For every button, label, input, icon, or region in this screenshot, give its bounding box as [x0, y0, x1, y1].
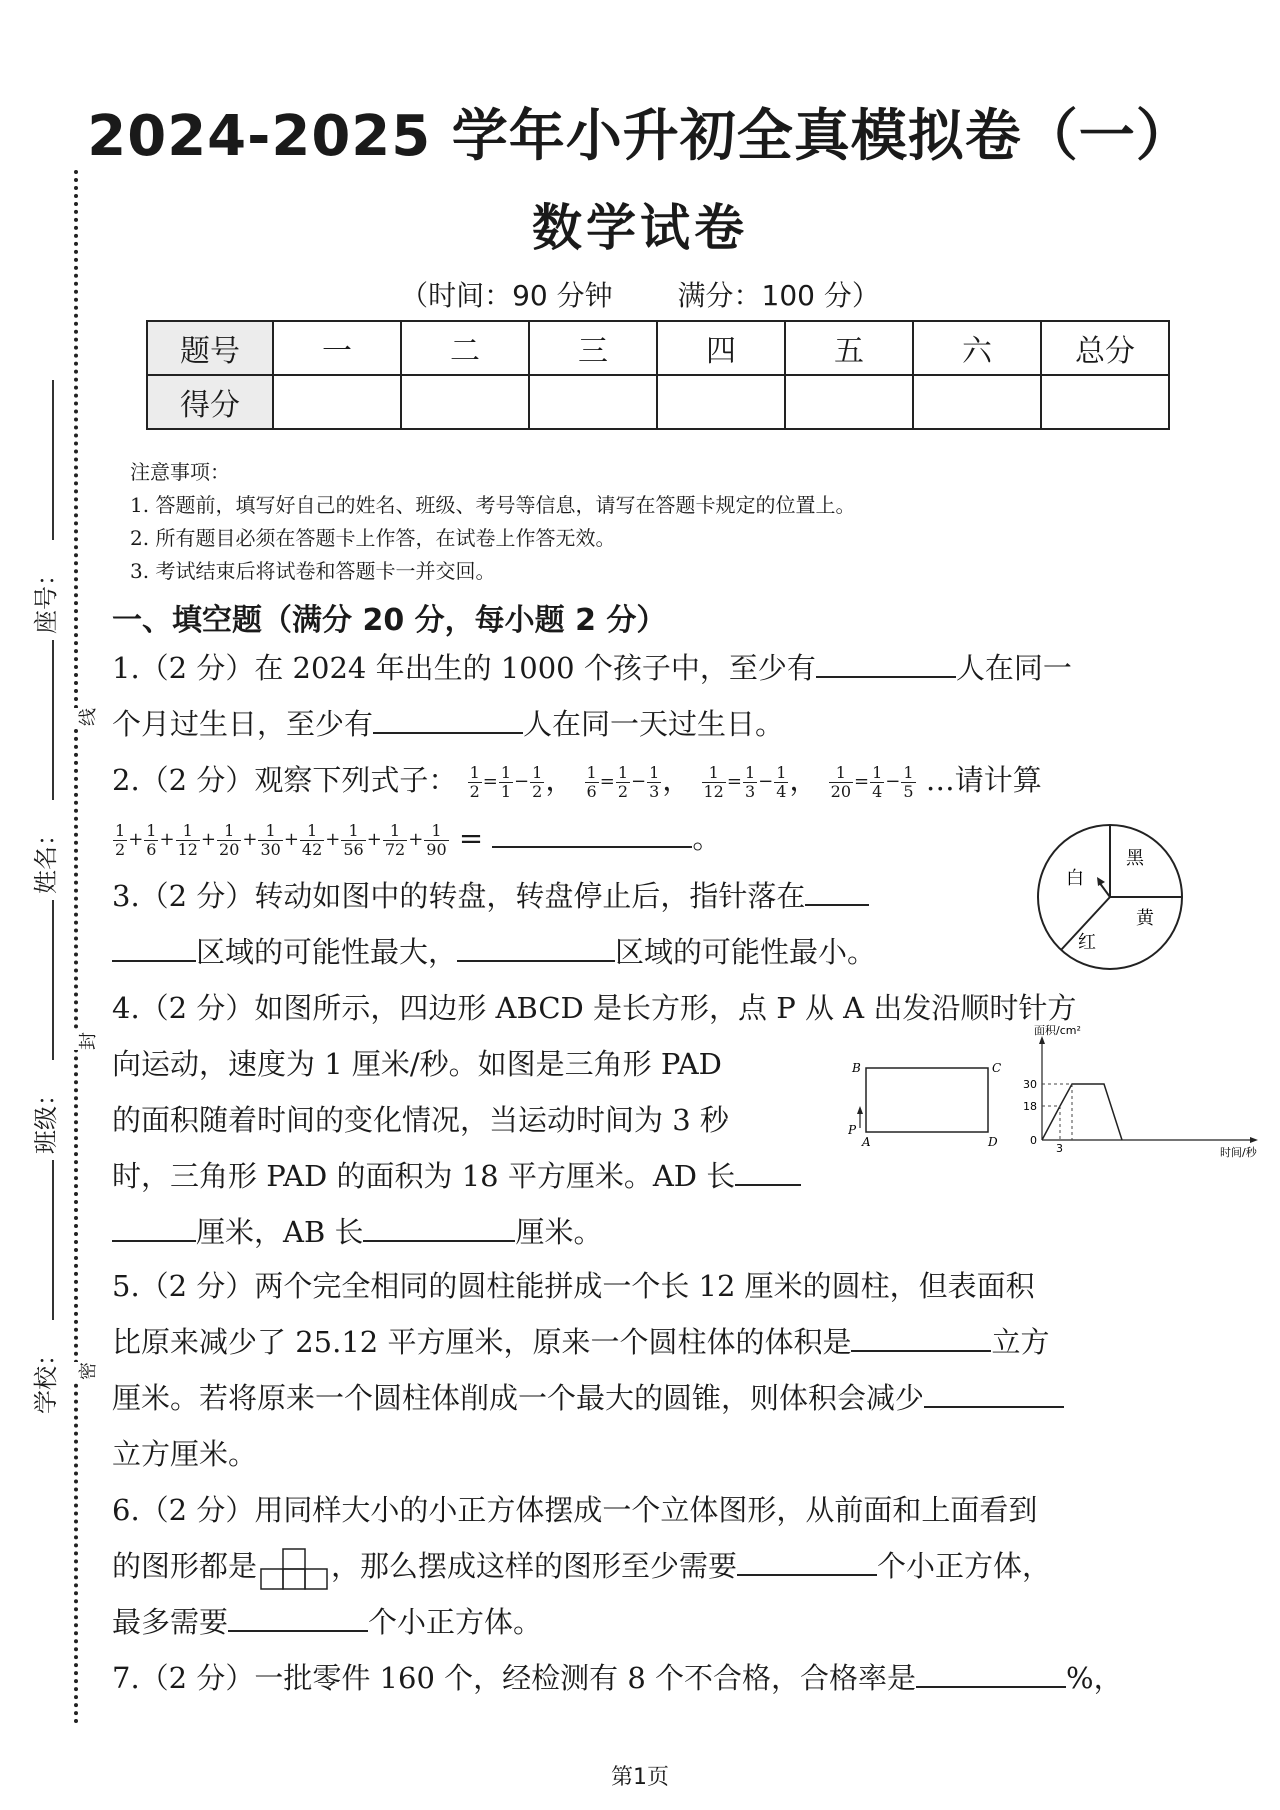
label-c: C: [992, 1061, 1002, 1075]
q1-text: 人在同一: [955, 651, 1072, 685]
binding-dotted-line: [74, 170, 78, 1725]
q2-text: …请计算: [925, 763, 1042, 797]
answer-blank: [363, 1211, 515, 1242]
score-table-header-row: [147, 321, 1169, 375]
seat-label: 座号：: [32, 562, 60, 634]
answer-blank: [924, 1377, 1064, 1408]
q4-text: 4.（2 分）如图所示，四边形 ABCD 是长方形，点 P 从 A 出发沿顺时针方: [112, 991, 1077, 1025]
q4-text: 厘米。: [515, 1215, 603, 1249]
notes-heading: 注意事项：: [130, 460, 230, 484]
q2-text: 。: [692, 821, 722, 855]
time-limit: （时间：90 分钟: [400, 279, 613, 312]
exam-title: 2024-2025 学年小升初全真模拟卷（一）: [87, 104, 1193, 169]
score-cell: [657, 375, 785, 429]
q1-text: 个月过生日，至少有: [112, 707, 374, 741]
score-header-cell: 一: [273, 321, 401, 375]
score-header-cell: 总分: [1041, 321, 1169, 375]
label-d: D: [988, 1135, 998, 1149]
spinner-figure: [1035, 822, 1185, 972]
score-cell: [785, 375, 913, 429]
graph-ytick-0: 0: [1030, 1134, 1037, 1147]
name-label: 姓名：: [32, 822, 60, 894]
score-header-cell: 三: [529, 321, 657, 375]
label-b: B: [852, 1061, 861, 1075]
view-shape-icon: [257, 1545, 331, 1591]
score-table-score-row: [147, 375, 1169, 429]
note-item: 2. 所有题目必须在答题卡上作答，在试卷上作答无效。: [130, 526, 616, 550]
name-line: [52, 640, 54, 800]
q7-text: 7.（2 分）一批零件 160 个，经检测有 8 个不合格，合格率是: [112, 1661, 917, 1695]
graph-ytick-18: 18: [1023, 1100, 1037, 1113]
spinner-label-white: 白: [1066, 868, 1084, 889]
answer-blank: [228, 1601, 368, 1632]
example-formulas: $\frac{1}{2}$ = $\frac{1}{1}$ − $\frac{1}{2}$ ， $\frac{1}{6}$ = $\frac{1}{2}$ − $\frac{1}{3}$ ， $\frac{1}{12}$ = $\frac{1}{3}$ − $\frac{1}{4}$ ， $\frac{1}{20}$ = $\frac{1}{4}$ − $\frac{1}{5}$: [469, 762, 914, 801]
q5-text: 厘米。若将原来一个圆柱体削成一个最大的圆锥，则体积会减少: [112, 1381, 925, 1415]
answer-blank: [816, 647, 956, 678]
score-cell: [273, 375, 401, 429]
answer-blank: [916, 1657, 1066, 1688]
answer-blank: [112, 1211, 196, 1242]
seal-mark-xian: 线: [74, 708, 100, 726]
question-5: [112, 1258, 1212, 1482]
school-label: 学校：: [32, 1342, 60, 1414]
spinner-label-red: 红: [1078, 932, 1096, 953]
q5-text: 立方厘米。: [112, 1437, 258, 1471]
area-time-graph: [1022, 1022, 1262, 1162]
q3-text: 3.（2 分）转动如图中的转盘，转盘停止后，指针落在: [112, 879, 806, 913]
score-cell: [401, 375, 529, 429]
graph-ylabel: 面积/cm²: [1034, 1024, 1081, 1037]
note-item: 1. 答题前，填写好自己的姓名、班级、考号等信息，请写在答题卡规定的位置上。: [130, 493, 856, 517]
sum-expression: $\frac{1}{2}$ + $\frac{1}{6}$ + $\frac{1}{12}$ + $\frac{1}{20}$ + $\frac{1}{30}$ + $\frac{1}{42}$ + $\frac{1}{56}$ + $\frac{1}{72}$ + $\frac{1}{90}$: [115, 820, 447, 859]
label-a: A: [862, 1135, 871, 1149]
seal-mark-mi: 密: [74, 1362, 100, 1380]
q5-text: 5.（2 分）两个完全相同的圆柱能拼成一个长 12 厘米的圆柱，但表面积: [112, 1269, 1035, 1303]
note-item: 3. 考试结束后将试卷和答题卡一并交回。: [130, 559, 496, 583]
score-cell: [1041, 375, 1169, 429]
class-label: 班级：: [32, 1082, 60, 1154]
answer-blank: [737, 1545, 877, 1576]
q3-text: 区域的可能性最大，: [196, 935, 458, 969]
q3-text: 区域的可能性最小。: [615, 935, 877, 969]
spinner-label-yellow: 黄: [1136, 908, 1154, 929]
score-cell: [913, 375, 1041, 429]
q2-text: =: [458, 821, 484, 855]
rectangle-figure: [848, 1050, 1008, 1150]
notes-block: [130, 456, 855, 588]
spinner-label-black: 黑: [1126, 848, 1144, 869]
q5-text: 比原来减少了 25.12 平方厘米，原来一个圆柱体的体积是: [112, 1325, 852, 1359]
answer-blank: [112, 931, 196, 962]
score-header-cell: 六: [913, 321, 1041, 375]
answer-blank: [492, 817, 692, 848]
question-1: [112, 640, 1212, 752]
answer-blank: [851, 1321, 991, 1352]
q4-text: 的面积随着时间的变化情况，当运动时间为 3 秒: [112, 1103, 729, 1137]
score-table: [146, 320, 1170, 430]
q1-text: 人在同一天过生日。: [523, 707, 785, 741]
q1-text: 1.（2 分）在 2024 年出生的 1000 个孩子中，至少有: [112, 651, 816, 685]
exam-subtitle: 数学试卷: [532, 199, 748, 257]
q4-text: 时，三角形 PAD 的面积为 18 平方厘米。AD 长: [112, 1159, 736, 1193]
q5-text: 立方: [991, 1325, 1050, 1359]
school-line: [52, 1160, 54, 1320]
score-header-cell: 五: [785, 321, 913, 375]
score-header-cell: 二: [401, 321, 529, 375]
seal-mark-feng: 封: [74, 1032, 100, 1050]
question-6: [112, 1482, 1212, 1650]
q6-text: ，那么摆成这样的图形至少需要: [331, 1549, 738, 1583]
time-info: [0, 274, 1280, 314]
question-7: [112, 1650, 1212, 1706]
q6-text: 个小正方体，: [877, 1549, 1052, 1583]
q4-text: 向运动，速度为 1 厘米/秒。如图是三角形 PAD: [112, 1047, 722, 1081]
graph-xtick-3: 3: [1056, 1142, 1063, 1155]
page-number: 第1页: [611, 1765, 669, 1790]
graph-ytick-30: 30: [1023, 1078, 1037, 1091]
score-header-cell: 四: [657, 321, 785, 375]
score-row-label: 得分: [147, 375, 273, 429]
q6-text: 的图形都是: [112, 1549, 258, 1583]
graph-xlabel: 时间/秒: [1220, 1146, 1257, 1159]
score-header-cell: 题号: [147, 321, 273, 375]
q6-text: 6.（2 分）用同样大小的小正方体摆成一个立体图形，从前面和上面看到: [112, 1493, 1038, 1527]
q2-text: 2.（2 分）观察下列式子：: [112, 763, 458, 797]
q7-text: %，: [1066, 1661, 1123, 1695]
seat-line: [52, 380, 54, 540]
answer-blank: [735, 1155, 801, 1186]
answer-blank: [805, 875, 869, 906]
q6-text: 个小正方体。: [368, 1605, 543, 1639]
q6-text: 最多需要: [112, 1605, 229, 1639]
full-score: 满分：100 分）: [677, 279, 880, 312]
class-line: [52, 900, 54, 1060]
label-p: P: [848, 1123, 857, 1137]
answer-blank: [373, 703, 523, 734]
q4-text: 厘米，AB 长: [196, 1215, 364, 1249]
score-cell: [529, 375, 657, 429]
section-title: 一、填空题（满分 20 分，每小题 2 分）: [112, 603, 667, 638]
answer-blank: [457, 931, 615, 962]
